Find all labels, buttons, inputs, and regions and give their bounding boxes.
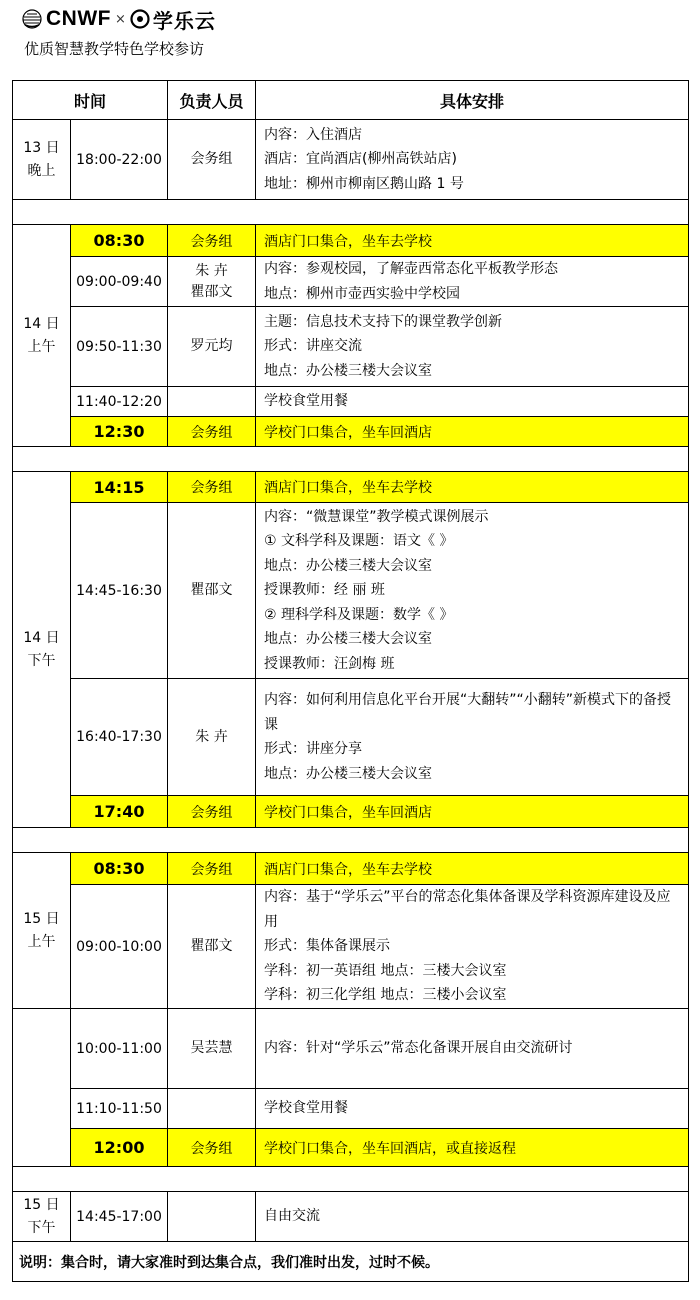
table-row-highlight [13,796,689,828]
table-row [13,1192,689,1242]
person-cell: 会务组 [168,472,256,503]
detail-cell: 酒店门口集合，坐车去学校 [256,225,689,257]
table-header-row [13,81,689,120]
person-cell: 会务组 [168,417,256,447]
table-row-highlight [13,1129,689,1167]
page-header [0,0,700,72]
detail-cell: 内容：针对“学乐云”常态化备课开展自由交流研讨 [256,1009,689,1089]
person-cell: 罗元均 [168,307,256,387]
person-cell: 会务组 [168,120,256,200]
person-cell: 朱 卉 瞿邵文 [168,257,256,307]
detail-cell: 学校门口集合，坐车回酒店 [256,417,689,447]
person-cell: 瞿邵文 [168,503,256,679]
detail-cell: 自由交流 [256,1192,689,1242]
time-cell: 14:45-17:00 [71,1192,168,1242]
time-cell: 17:40 [71,796,168,828]
spacer-row [13,200,689,225]
brand-xuele: 学乐云 [152,8,216,33]
detail-cell: 酒店门口集合，坐车去学校 [256,853,689,885]
person-cell [168,1192,256,1242]
note-text: 说明：集合时，请大家准时到达集合点，我们准时出发，过时不候。 [13,1242,689,1282]
detail-cell: 内容：“微慧课堂”教学模式课例展示 ① 文科学科及课题：语文《 》 地点：办公楼三楼大会议室 授课教师：经 丽 班 ② 理科学科及课题：数学《 》 地点：办公楼三楼大会议室 授课教师：汪剑梅 班 [256,503,689,679]
person-cell [168,1089,256,1129]
time-cell: 10:00-11:00 [71,1009,168,1089]
time-cell: 09:00-10:00 [71,885,168,1009]
time-cell: 12:00 [71,1129,168,1167]
table-row [13,1089,689,1129]
time-cell: 08:30 [71,225,168,257]
table-row [13,1009,689,1089]
time-cell: 11:10-11:50 [71,1089,168,1129]
person-cell: 会务组 [168,1129,256,1167]
time-cell: 11:40-12:20 [71,387,168,417]
person-cell: 会务组 [168,796,256,828]
table-row [13,307,689,387]
table-row-highlight [13,472,689,503]
detail-cell: 内容：如何利用信息化平台开展“大翻转”“小翻转”新模式下的备授课 形式：讲座分享 地点：办公楼三楼大会议室 [256,679,689,796]
table-row-highlight [13,853,689,885]
cnwf-globe-icon [22,9,42,29]
person-cell: 朱 卉 [168,679,256,796]
person-cell [168,387,256,417]
time-cell: 09:00-09:40 [71,257,168,307]
xuele-logo-icon [129,8,151,30]
day-cell: 14 日 上午 [13,225,71,447]
time-cell: 08:30 [71,853,168,885]
time-cell: 14:15 [71,472,168,503]
day-cell-empty [13,1009,71,1167]
person-cell: 瞿邵文 [168,885,256,1009]
time-cell: 12:30 [71,417,168,447]
spacer-row [13,447,689,472]
table-row [13,503,689,679]
detail-cell: 酒店门口集合，坐车去学校 [256,472,689,503]
day-cell: 15 日 上午 [13,853,71,1009]
detail-cell: 主题：信息技术支持下的课堂教学创新 形式：讲座交流 地点：办公楼三楼大会议室 [256,307,689,387]
table-row [13,679,689,796]
time-cell: 14:45-16:30 [71,503,168,679]
day-cell: 15 日 下午 [13,1192,71,1242]
spacer-row [13,828,689,853]
day-cell: 14 日 下午 [13,472,71,828]
person-cell: 会务组 [168,853,256,885]
person-cell: 会务组 [168,225,256,257]
schedule-table [12,80,689,1282]
detail-cell: 学校门口集合，坐车回酒店，或直接返程 [256,1129,689,1167]
brand-cnwf: CNWF [46,7,111,30]
note-row [13,1242,689,1282]
table-row [13,387,689,417]
table-row [13,120,689,200]
table-row-highlight [13,417,689,447]
col-header-detail: 具体安排 [256,81,689,120]
time-cell: 09:50-11:30 [71,307,168,387]
col-header-person: 负责人员 [168,81,256,120]
detail-cell: 内容：入住酒店 酒店：宜尚酒店(柳州高铁站店) 地址：柳州市柳南区鹅山路 1 号 [256,120,689,200]
table-row [13,885,689,1009]
table-row-highlight [13,225,689,257]
detail-cell: 内容：基于“学乐云”平台的常态化集体备课及学科资源库建设及应用 形式：集体备课展示 学科：初一英语组 地点：三楼大会议室 学科：初三化学组 地点：三楼小会议室 [256,885,689,1009]
time-cell: 16:40-17:30 [71,679,168,796]
day-cell: 13 日 晚上 [13,120,71,200]
time-cell: 18:00-22:00 [71,120,168,200]
page-subtitle: 优质智慧教学特色学校参访 [24,40,205,58]
detail-cell: 学校门口集合，坐车回酒店 [256,796,689,828]
detail-cell: 学校食堂用餐 [256,1089,689,1129]
spacer-row [13,1167,689,1192]
times-sign: × [114,11,126,27]
col-header-time: 时间 [13,81,168,120]
detail-cell: 学校食堂用餐 [256,387,689,417]
logo-row [22,6,216,32]
table-row [13,257,689,307]
detail-cell: 内容：参观校园，了解壶西常态化平板教学形态 地点：柳州市壶西实验中学校园 [256,257,689,307]
person-cell: 吴芸慧 [168,1009,256,1089]
